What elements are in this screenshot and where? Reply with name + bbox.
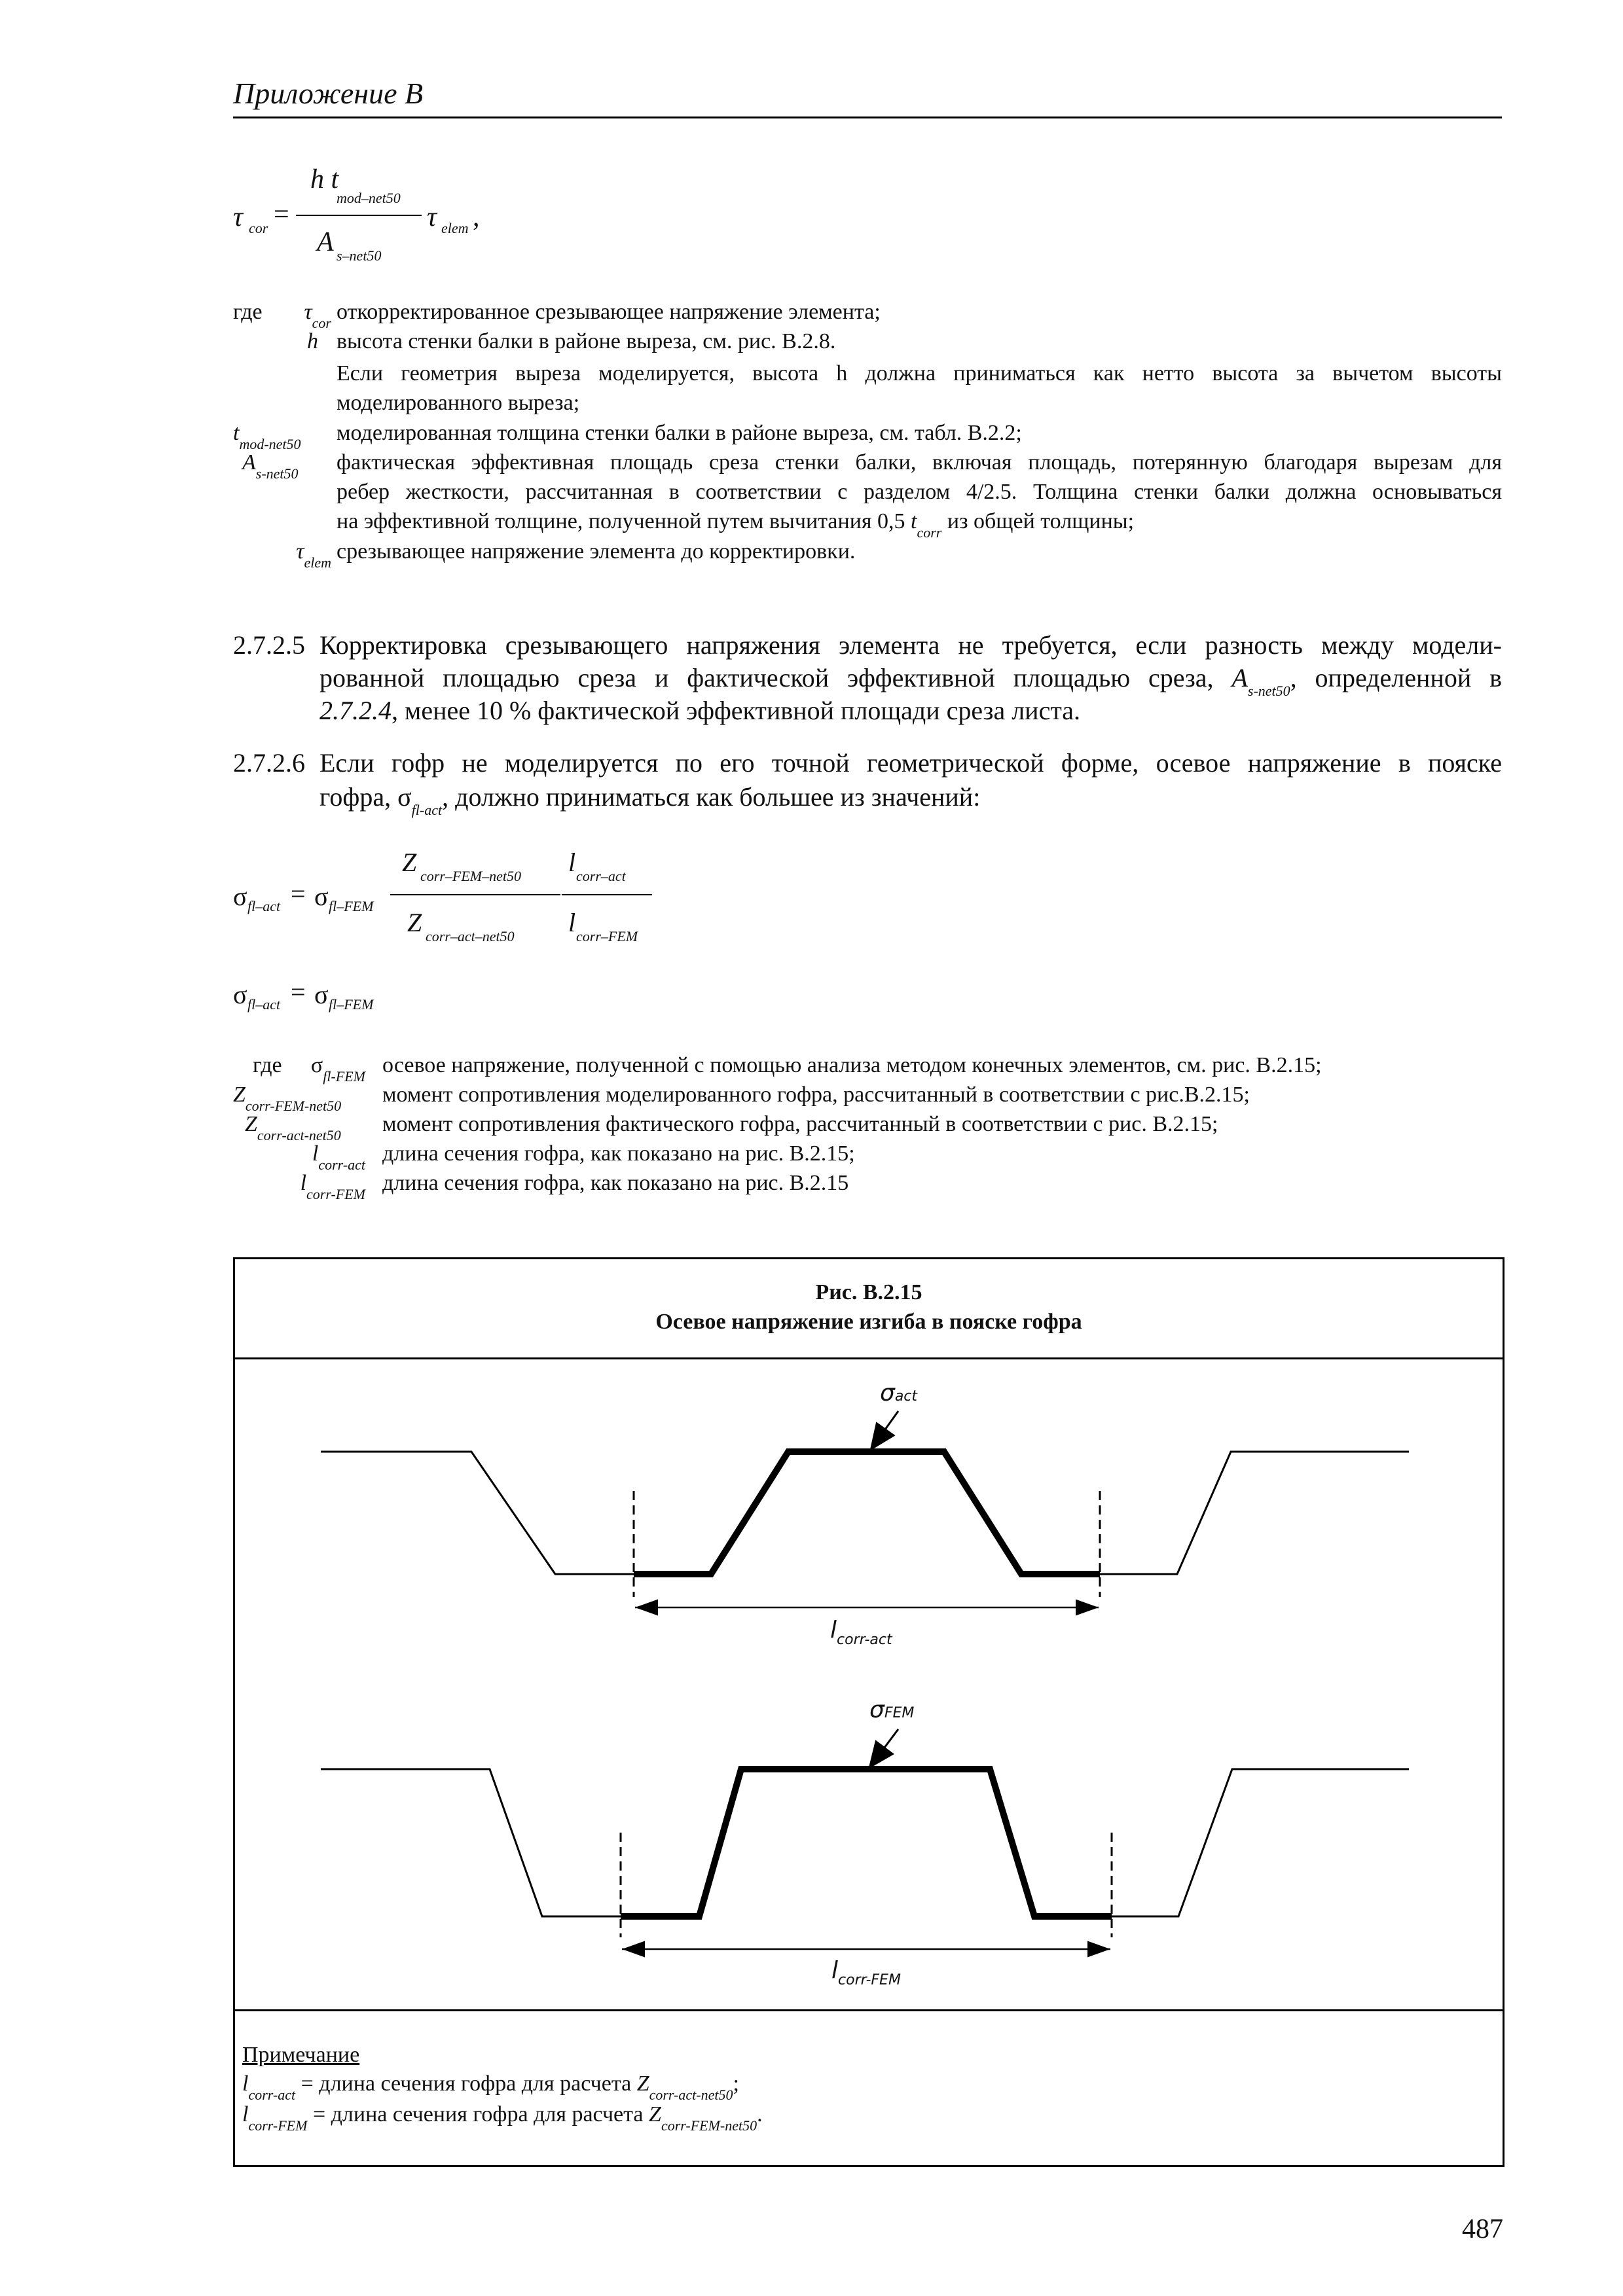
formula-symbol: σ [314, 882, 329, 911]
actual-corrugation-profile [321, 1411, 1409, 1607]
formula-equals: = [274, 200, 289, 230]
def-text: момент сопротивления моделированного гофра, рассчитанный в соответствии с рис.B.2.15; [382, 1083, 1250, 1107]
formula-subscript: fl–act [247, 996, 281, 1013]
paragraph-number: 2.7.2.6 [233, 748, 305, 778]
fem-corrugation-profile [321, 1729, 1409, 1949]
formula-subscript: s–net50 [337, 247, 382, 264]
def-symbol: $\tau_{cor}$ [304, 300, 331, 331]
def-text: моделированная толщина стенки балки в районе выреза, см. табл. B.2.2; [337, 421, 1022, 445]
def-symbol: $l_{corr-FEM}$ [300, 1171, 365, 1202]
def-symbol: $l_{corr-act}$ [312, 1141, 365, 1173]
sigma-fem-label: σFEM [869, 1696, 915, 1723]
def-text: момент сопротивления фактического гофра, рассчитанный в соответствии с рис. B.2.15; [382, 1112, 1218, 1136]
formula-subscript: fl–FEM [329, 996, 374, 1013]
formula-symbol: τ [233, 202, 244, 232]
page-header-title: Приложение B [233, 77, 424, 110]
def-text: срезывающее напряжение элемента до корректировки. [337, 539, 856, 564]
figure-number: Рис. B.2.15 [815, 1280, 922, 1304]
where-label: где [233, 300, 263, 324]
note-line-2: $l_{corr-FEM}$ = длина сечения гофра для расчета $Z_{corr-FEM-net50}$. [242, 2102, 763, 2134]
note-line-1: $l_{corr-act}$ = длина сечения гофра для расчета $Z_{corr-act-net50}$; [242, 2072, 739, 2103]
where-label: где [253, 1053, 282, 1077]
formula-subscript: fl–FEM [329, 898, 374, 914]
formula-subscript: mod–net50 [337, 190, 401, 206]
def-text: откорректированное срезывающее напряжение элемента; [337, 300, 881, 324]
formula-subscript: corr–act [576, 868, 626, 884]
paragraph-text: Если гофр не моделируется по его точной геометрической форме, осевое напряжение в пояске [319, 748, 1502, 778]
def-text: длина сечения гофра, как показано на рис. B.2.15 [382, 1171, 849, 1195]
def-symbol: $Z_{corr-act-net50}$ [245, 1112, 341, 1143]
def-text: ребер жесткости, рассчитанная в соответствии с разделом 4/2.5. Толщина стенки балки должна основываться [337, 480, 1502, 504]
formula-symbol: σ [314, 980, 329, 1009]
l-corr-act-label: $l_{corr-act}$ [830, 1617, 892, 1648]
formula-equals: = [291, 879, 306, 908]
note-title: Примечание [242, 2043, 360, 2067]
def-symbol: h [307, 329, 318, 353]
formula-subscript: elem [441, 220, 469, 236]
def-text: Если геометрия выреза моделируется, высота h должна приниматься как нетто высота за вычетом высоты [337, 361, 1502, 386]
formula-subscript: corr–FEM [576, 928, 638, 944]
formula-equals: = [291, 977, 306, 1007]
paragraph-text: гофра, $\sigma_{fl-act}$, должно приниматься как большее из значений: [319, 782, 981, 818]
formula-numerator: h t [310, 164, 339, 194]
paragraph-text: Корректировка срезывающего напряжения элемента не требуется, если разность между модели- [319, 630, 1502, 660]
def-text: высота стенки балки в районе выреза, см. рис. B.2.8. [337, 329, 836, 353]
sigma-act-label: σact [880, 1380, 918, 1407]
formula-symbol: τ [427, 202, 437, 232]
def-text: моделированного выреза; [337, 391, 580, 415]
page-number: 487 [1462, 2214, 1503, 2244]
figure-note [242, 2041, 763, 2134]
formula-subscript: corr–act–net50 [426, 928, 515, 944]
def-text: на эффективной толщине, полученной путем вычитания 0,5 $t_{corr}$ из общей толщины; [337, 509, 1135, 541]
figure-caption: Осевое напряжение изгиба в пояске гофра [655, 1310, 1082, 1334]
formula-subscript: fl–act [247, 898, 281, 914]
formula-subscript: corr–FEM–net50 [420, 868, 521, 884]
l-corr-fem-label: $l_{corr-FEM}$ [831, 1957, 901, 1988]
def-text: длина сечения гофра, как показано на рис. B.2.15; [382, 1141, 855, 1166]
def-symbol: $t_{mod-net50}$ [233, 421, 301, 452]
formula-comma: , [473, 202, 480, 232]
formula-denominator: A [317, 227, 334, 257]
formula-symbol: σ [233, 980, 247, 1009]
paragraph-number: 2.7.2.5 [233, 630, 305, 660]
def-symbol: $Z_{corr-FEM-net50}$ [233, 1083, 342, 1114]
formula-subscript: cor [249, 220, 268, 236]
def-symbol: $\tau_{elem}$ [296, 539, 331, 571]
formula-symbol: σ [233, 882, 247, 911]
formula-numerator: Z [402, 848, 417, 877]
def-symbol: $\sigma_{fl-FEM}$ [310, 1053, 365, 1085]
paragraph-text: рованной площадью среза и фактической эффективной площадью среза, $A_{s-net50}$, определенной в [319, 663, 1502, 699]
def-text: фактическая эффективная площадь среза стенки балки, включая площадь, потерянную благодаря вырезам для [337, 450, 1502, 475]
formula-denominator: l [568, 908, 576, 937]
def-symbol: $A_{s-net50}$ [242, 450, 299, 482]
formula-denominator: Z [407, 908, 422, 937]
formula-numerator: l [568, 848, 576, 877]
def-text: осевое напряжение, полученной с помощью анализа методом конечных элементов, см. рис. B.2.15; [382, 1053, 1322, 1077]
paragraph-text: 2.7.2.4, менее 10 % фактической эффективной площади среза листа. [319, 696, 1081, 725]
